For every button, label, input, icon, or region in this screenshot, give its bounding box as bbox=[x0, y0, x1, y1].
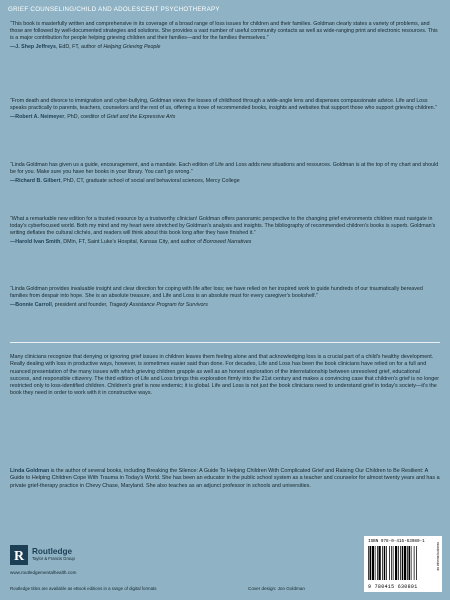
quote-text: “From death and divorce to immigration and cyber-bullying, Goldman views the losses of childhood through a wide-angle lens and dispenses compassionate advice. Life and Loss speaks practically to parents, teachers, counselors and the rest of us, offering a trove of recommended books, insights and websites that support those who support grieving children.” bbox=[10, 98, 437, 112]
summary-text: Many clinicians recognize that denying or ignoring grief issues in children leaves them feeling alone and that acknowledging loss is a crucial part of a child's healthy development. Really dealing with loss in productive ways, however, is sometimes easier said than done. For decades, Life and Loss has been the book clinicians have relied on for a full and nuanced presentation of the many issues with which grieving children grapple as well as an honest exploration of the interrelationship between unresolved grief, educational success, and responsible citizenry. The third edition of Life and Loss brings this exploration firmly into the 21st century and makes a convincing case that children's grief is no longer restricted only to loss-identified children. Children's grief is now endemic; it is global. Life and Loss is not just the book clinicians need to understand grief in today's society—it's the book they need in order to work with it in constructive ways. bbox=[10, 354, 440, 397]
endorsement-quote bbox=[10, 21, 440, 51]
routledge-logo-icon bbox=[10, 545, 28, 565]
barcode-bar bbox=[393, 546, 394, 580]
quote-attribution: —J. Shep Jeffreys, EdD, FT, author of Helping Grieving People bbox=[10, 43, 161, 50]
endorsement-quote bbox=[10, 286, 440, 309]
barcode-bar bbox=[377, 546, 378, 580]
author-name: Linda Goldman bbox=[10, 468, 50, 474]
barcode-bar bbox=[411, 546, 412, 580]
endorser-name: J. Shep Jeffreys bbox=[15, 43, 56, 50]
endorsement-quote bbox=[10, 216, 440, 246]
publisher-logo bbox=[10, 545, 75, 565]
author-bio bbox=[10, 468, 440, 490]
endorser-work: Borrowed Narratives bbox=[203, 238, 252, 245]
ebook-note: Routledge titles are available as eBook editions in a range of digital formats bbox=[10, 586, 157, 591]
barcode-bar bbox=[400, 546, 401, 580]
barcode-bar bbox=[402, 546, 404, 580]
isbn-label: ISBN 978-0-415-63080-1 bbox=[368, 539, 425, 544]
barcode-bar bbox=[386, 546, 387, 580]
author-bio-text bbox=[10, 468, 440, 490]
barcode-bar bbox=[370, 546, 372, 580]
quote-attribution: —Richard B. Gilbert, PhD, CT, graduate school of social and behavioral sciences, Mercy College bbox=[10, 177, 240, 184]
endorsement-quote bbox=[10, 98, 440, 121]
quote-text: “What a remarkable new edition for a trusted resource by a trustworthy clinician! Goldman offers panoramic perspective to the changing grief environments children must navigate in today's cyberfocused world. Both my mind and my heart were stretched by Goldman's analysis and insights. The bibliography of recommended children's books is superb. Goldman's writing deflates the cultural clichés, and readers will think about this book long after they have finished it.” bbox=[10, 216, 436, 237]
quote-text: “Linda Goldman provides invaluable insight and clear direction for coping with life after loss; we have relied on her inspired work to guide hundreds of our traumatically bereaved families from despair into hope. She is an absolute treasure, and Life and Loss is an absolute must for every caregiver's bookshelf.” bbox=[10, 286, 423, 300]
barcode-bar bbox=[375, 546, 376, 580]
barcode-bars bbox=[368, 546, 432, 580]
quote-text: “This book is masterfully written and comprehensive in its coverage of a broad range of loss issues for children and their families. Goldman clearly states a variety of problems, and those are followed by well-documented strategies and solutions. She provides a vast number of useful community contacts as well as wide-ranging print and electronic resources. This is a major contribution for people helping grieving children and their families—and for the families themselves.” bbox=[10, 21, 438, 42]
svg-text:R: R bbox=[13, 549, 25, 564]
endorser-credentials: , EdD, FT, author of bbox=[55, 43, 104, 50]
publisher-brand: Routledge bbox=[32, 546, 73, 556]
barcode-bar bbox=[395, 546, 397, 580]
publisher-name bbox=[32, 546, 75, 562]
quote-attribution: —Bonnie Carroll, president and founder, Tragedy Assistance Program for Survivors bbox=[10, 301, 208, 308]
endorser-credentials: , PhD, coeditor of bbox=[64, 113, 107, 120]
publisher-url: www.routledgementalhealth.com bbox=[10, 570, 77, 575]
barcode-bar bbox=[414, 546, 415, 580]
section-divider bbox=[10, 342, 440, 343]
barcode-bar bbox=[398, 546, 399, 580]
endorsement-quote bbox=[10, 162, 440, 185]
endorser-credentials: , DMin, FT, Saint Luke's Hospital, Kansas City, and author of bbox=[60, 238, 204, 245]
barcode-bar bbox=[404, 546, 406, 580]
category-header: GRIEF COUNSELING/CHILD AND ADOLESCENT PSYCHOTHERAPY bbox=[8, 6, 220, 13]
barcode-bar bbox=[391, 546, 392, 580]
endorser-credentials: , president and founder, bbox=[51, 301, 109, 308]
cover-design-credit: Cover design: Jon Goldman bbox=[248, 586, 305, 591]
barcode-bar bbox=[384, 546, 386, 580]
barcode-bar bbox=[379, 546, 381, 580]
barcode-bar bbox=[382, 546, 383, 580]
barcode-side-label: an informa business bbox=[436, 542, 440, 571]
endorser-name: Robert A. Neimeyer bbox=[15, 113, 65, 120]
quote-text: “Linda Goldman has given us a guide, encouragement, and a mandate. Each edition of Life and Loss adds new situations and resources. Goldman is at the top of my chart and should be for you. Make sure you have her books in your library. You can't go wrong.” bbox=[10, 162, 439, 176]
book-summary bbox=[10, 354, 440, 398]
barcode-digits: 9 780415 630801 bbox=[368, 584, 418, 590]
endorser-work: Tragedy Assistance Program for Survivors bbox=[108, 301, 208, 308]
barcode-bar bbox=[372, 546, 374, 580]
publisher-group: Taylor & Francis Group bbox=[32, 555, 75, 561]
endorser-work: Grief and the Expressive Arts bbox=[106, 113, 176, 120]
barcode-bar bbox=[389, 546, 390, 580]
quote-attribution: —Robert A. Neimeyer, PhD, coeditor of Grief and the Expressive Arts bbox=[10, 113, 176, 120]
author-bio-body: is the author of several books, including Breaking the Silence: A Guide To Helping Children With Complicated Grief and Raising Our Children to Be Resilient: A Guide to Helping Children Cope With Trauma in Today's World. She has been an educator in the public school system as a teacher and counselor for almost twenty years and has a private grief-therapy practice in Chevy Chase, Maryland. She also teaches as an adjunct professor in schools and universities. bbox=[10, 468, 440, 489]
endorser-work: Helping Grieving People bbox=[103, 43, 161, 50]
endorser-name: Harold Ivan Smith bbox=[15, 238, 61, 245]
endorser-name: Richard B. Gilbert bbox=[15, 177, 61, 184]
endorser-credentials: , PhD, CT, graduate school of social and behavioral sciences, Mercy College bbox=[60, 177, 240, 184]
quote-attribution: —Harold Ivan Smith, DMin, FT, Saint Luke's Hospital, Kansas City, and author of Borrowed Narratives bbox=[10, 238, 252, 245]
barcode-bar bbox=[409, 546, 411, 580]
barcode-bar bbox=[416, 546, 417, 580]
barcode-bar bbox=[407, 546, 408, 580]
isbn-barcode bbox=[364, 536, 442, 592]
endorser-name: Bonnie Carroll bbox=[15, 301, 52, 308]
barcode-bar bbox=[368, 546, 369, 580]
